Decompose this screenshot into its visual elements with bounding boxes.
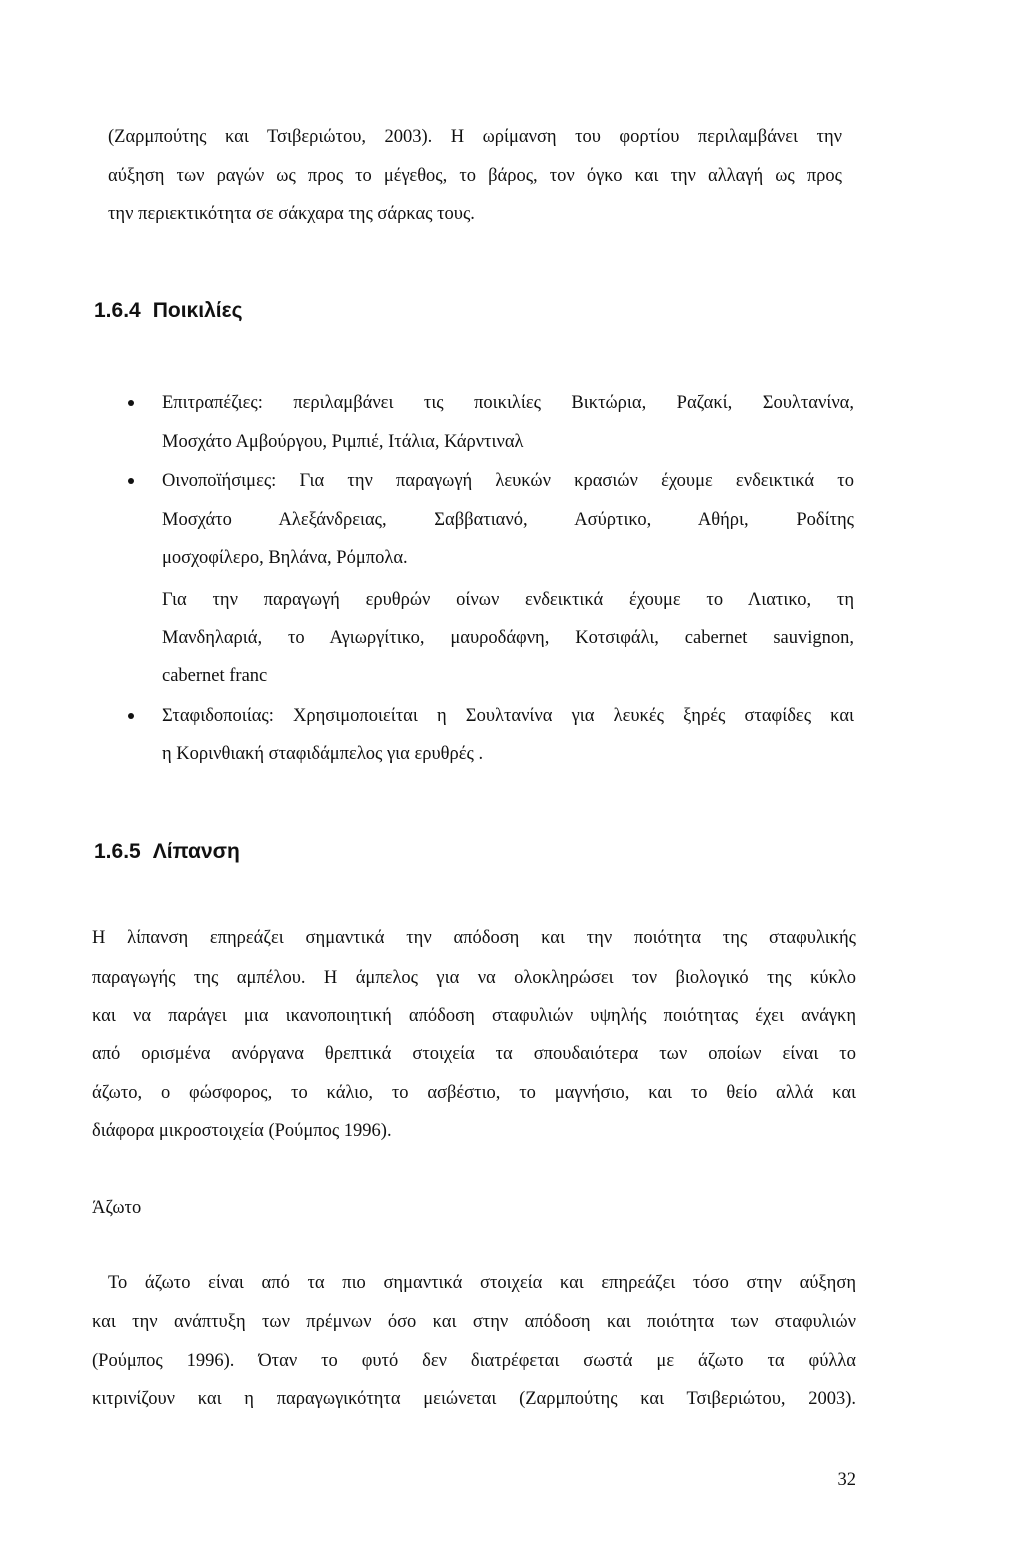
section-number: 1.6.4 bbox=[94, 299, 141, 322]
paragraph-line: κιτρινίζουν και η παραγωγικότητα μειώνεται (Ζαρμπούτης και Τσιβεριώτου, 2003). bbox=[92, 1389, 856, 1409]
paragraph-line: Η λίπανση επηρεάζει σημαντικά την απόδοση και την ποιότητα της σταφυλικής bbox=[92, 928, 856, 948]
bullet-icon bbox=[128, 478, 134, 484]
bullet-icon bbox=[128, 400, 134, 406]
section-title: Ποικιλίες bbox=[152, 299, 243, 322]
list-item-line: μοσχοφίλερο, Βηλάνα, Ρόμπολα. bbox=[162, 548, 408, 568]
list-item-line: Επιτραπέζιες: περιλαμβάνει τις ποικιλίες Βικτώρια, Ραζακί, Σουλτανίνα, bbox=[162, 393, 854, 413]
paragraph-line: διάφορα μικροστοιχεία (Ρούμπος 1996). bbox=[92, 1121, 392, 1141]
paragraph-line: παραγωγής της αμπέλου. Η άμπελος για να ολοκληρώσει τον βιολογικό της κύκλο bbox=[92, 968, 856, 988]
paragraph-line: και την ανάπτυξη των πρέμνων όσο και στην απόδοση και ποιότητα των σταφυλιών bbox=[92, 1312, 856, 1332]
paragraph-line: Το άζωτο είναι από τα πιο σημαντικά στοιχεία και επηρεάζει τόσο στην αύξηση bbox=[108, 1273, 856, 1293]
intro-line-1: (Ζαρμπούτης και Τσιβεριώτου, 2003). Η ωρίμανση του φορτίου περιλαμβάνει την bbox=[108, 127, 842, 147]
list-item-line: Σταφιδοποιίας: Χρησιμοποιείται η Σουλτανίνα για λευκές ξηρές σταφίδες και bbox=[162, 706, 854, 726]
paragraph-line: από ορισμένα ανόργανα θρεπτικά στοιχεία τα σπουδαιότερα των οποίων είναι το bbox=[92, 1044, 856, 1064]
list-item-line: cabernet franc bbox=[162, 666, 268, 686]
subheading-nitrogen: Άζωτο bbox=[92, 1198, 142, 1218]
section-heading-165 bbox=[94, 839, 240, 865]
list-item-line: η Κορινθιακή σταφιδάμπελος για ερυθρές . bbox=[162, 744, 484, 764]
list-item-line: Μοσχάτο Αμβούργου, Ριμπιέ, Ιτάλια, Κάρντιναλ bbox=[162, 432, 524, 452]
intro-line-2: αύξηση των ραγών ως προς το μέγεθος, το βάρος, τον όγκο και την αλλαγή ως προς bbox=[108, 166, 842, 186]
bullet-icon bbox=[128, 713, 134, 719]
list-item-line: Μοσχάτο Αλεξάνδρειας, Σαββατιανό, Ασύρτικο, Αθήρι, Ροδίτης bbox=[162, 510, 854, 530]
page-number: 32 bbox=[837, 1470, 856, 1490]
section-heading-164 bbox=[94, 298, 243, 324]
list-item-line: Για την παραγωγή ερυθρών οίνων ενδεικτικά έχουμε το Λιατικο, τη bbox=[162, 590, 854, 610]
paragraph-line: (Ρούμπος 1996). Όταν το φυτό δεν διατρέφεται σωστά με άζωτο τα φύλλα bbox=[92, 1351, 856, 1371]
list-item-line: Μανδηλαριά, το Αγιωργίτικο, μαυροδάφνη, Κοτσιφάλι, cabernet sauvignon, bbox=[162, 628, 854, 648]
section-number: 1.6.5 bbox=[94, 840, 141, 863]
paragraph-line: και να παράγει μια ικανοποιητική απόδοση σταφυλιών υψηλής ποιότητας έχει ανάγκη bbox=[92, 1006, 856, 1026]
section-title: Λίπανση bbox=[152, 840, 240, 863]
list-item-line: Οινοποϊήσιμες: Για την παραγωγή λευκών κρασιών έχουμε ενδεικτικά το bbox=[162, 471, 854, 491]
intro-line-3: την περιεκτικότητα σε σάκχαρα της σάρκας τους. bbox=[108, 204, 475, 224]
paragraph-line: άζωτο, ο φώσφορος, το κάλιο, το ασβέστιο, το μαγνήσιο, και το θείο αλλά και bbox=[92, 1083, 856, 1103]
